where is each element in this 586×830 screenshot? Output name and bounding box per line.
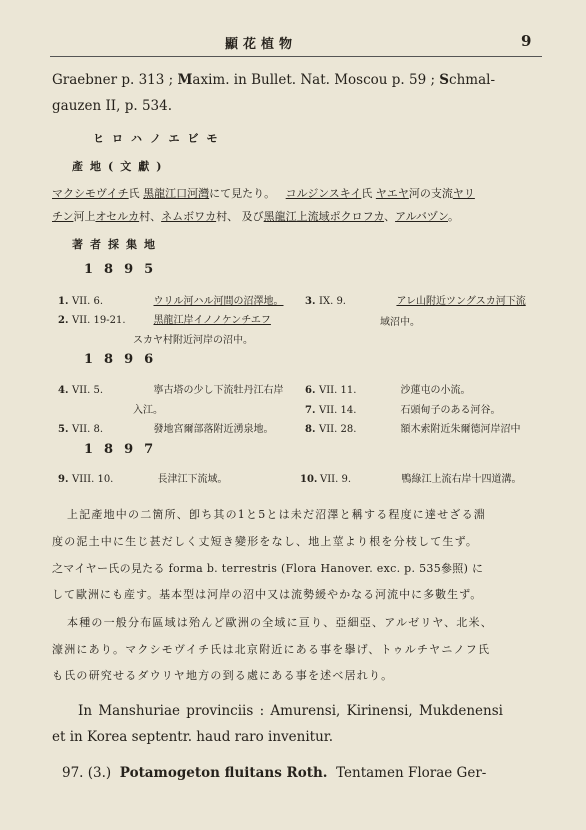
collection-entry: 10. VII. 9. 鴨綠江上流右岸十四道溝。 (300, 474, 522, 485)
running-header: 顯花植物 (225, 37, 298, 52)
body-paragraph-line: も氏の研究せるダウリヤ地方の到る處にある事を述べ居れり。 (52, 669, 394, 682)
next-species-entry: 97. (3.) Potamogeton fluitans Roth. Tentamen Florae Ger- (62, 765, 487, 781)
body-paragraph-line: 濠洲にあり。マクシモヴイチ氏は北京附近にある事を擧げ、トゥルチヤニノフ氏 (52, 643, 491, 656)
collection-entry: 5. VII. 8. 發地宮爾部落附近湧泉地。 (58, 424, 274, 435)
collection-entry: 2. VII. 19-21. 黑龍江岸イノノケンチエフ (58, 315, 271, 326)
header-rule (50, 56, 542, 57)
collection-entry-continued: 入江。 (133, 405, 163, 416)
reference-line-2: gauzen II, p. 534. (52, 98, 173, 114)
year-1896: 1896 (84, 352, 165, 367)
locality-heading: 產地(文獻) (72, 160, 169, 173)
body-paragraph-line: 之マイヤー氏の見たる forma b. terrestris (Flora Hanover. exc. p. 535參照) に (52, 562, 484, 575)
collection-entry: 8. VII. 28. 額木索附近朱爾德河岸沼中 (305, 424, 521, 435)
body-paragraph-line: 上記產地中の二箇所、卽ち其の1と5とは未だ沼澤と稱する程度に達せざる淵 (67, 508, 486, 521)
body-paragraph-line: 度の泥土中に生じ甚だしく丈短き變形をなし、地上莖より根を分枝して生ず。 (52, 535, 479, 548)
collection-entry-continued: 域沼中。 (380, 317, 420, 328)
locality-text-line-2: チン河上オセルカ村、ネムボワカ村、 及び黑龍江上流域ポクロフカ、アルバヅン。 (52, 210, 459, 223)
year-1895: 1895 (84, 262, 165, 277)
collection-heading: 著者採集地 (72, 238, 162, 251)
species-japanese-name: ヒロハノエビモ (93, 132, 226, 145)
latin-distribution-line-2: et in Korea septentr. haud raro invenitur. (52, 729, 334, 745)
collection-entry: 1. VII. 6. ウリル河ハル河間の沼澤地。 (58, 296, 284, 307)
locality-text-line-1: マクシモヴイチ氏 黑龍江口河灣にて見たり。 コルジンスキイ氏 ヤエヤ河の支流ヤリ (52, 187, 475, 200)
reference-line-1: Graebner p. 313 ; Maxim. in Bullet. Nat. Moscou p. 59 ; Schmal- (52, 72, 496, 88)
collection-entry: 6. VII. 11. 沙蓮屯の小流。 (305, 385, 471, 396)
latin-distribution-line-1: In Manshuriae provinciis : Amurensi, Kirinensi, Mukdenensi (78, 703, 503, 719)
year-1897: 1897 (84, 442, 165, 457)
collection-entry: 4. VII. 5. 寧古塔の少し下流牡丹江右岸 (58, 385, 284, 396)
collection-entry-continued: スカヤ村附近河岸の沼中。 (133, 335, 253, 346)
body-paragraph-line: 本種の一般分布區域は殆んど歐洲の全域に亘り、亞細亞、アルゼリヤ、北米、 (67, 616, 493, 629)
page-number: 9 (521, 32, 532, 50)
collection-entry: 9. VIII. 10. 長津江下流域。 (58, 474, 228, 485)
collection-entry: 3. IX. 9. アレ山附近ツングスカ河下流 (305, 296, 526, 307)
body-paragraph-line: して歐洲にも産す。基本型は河岸の沼中又は流勢緩やかなる河流中に多數生ず。 (52, 588, 483, 601)
collection-entry: 7. VII. 14. 石頭甸子のある河谷。 (305, 405, 501, 416)
